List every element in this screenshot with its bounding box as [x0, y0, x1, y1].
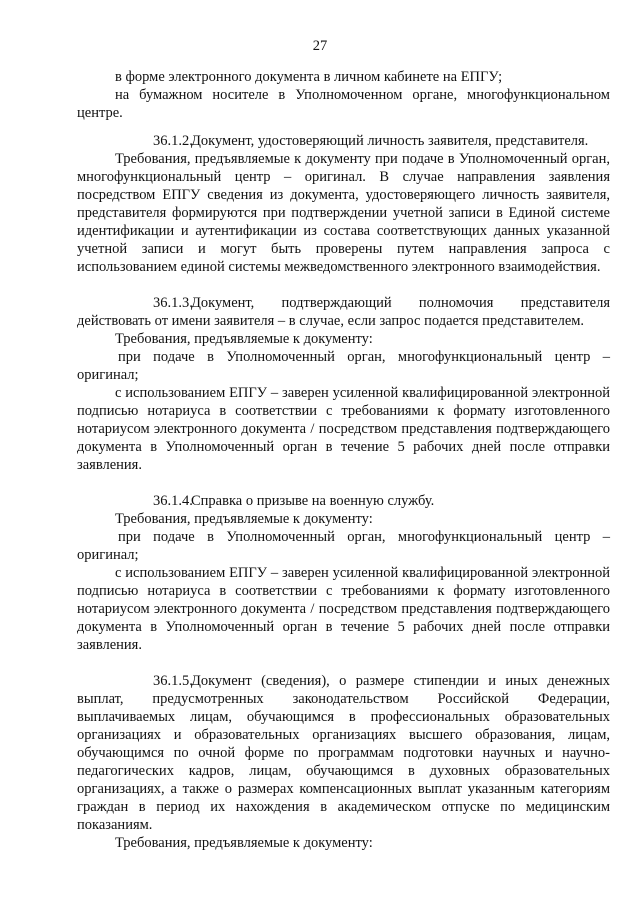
section-number: 36.1.4.: [153, 493, 193, 509]
requirement-paper: при подаче в Уполномоченный орган, многофункциональный центр – оригинал;: [77, 349, 610, 383]
document-body: [77, 68, 610, 852]
section-36-1-2-heading: [77, 132, 610, 150]
section-36-1-3-heading: [77, 294, 610, 330]
paragraph-electronic-form: в форме электронного документа в личном кабинете на ЕПГУ;: [115, 69, 503, 85]
section-36-1-4-heading: [77, 492, 610, 510]
section-title: Документ, удостоверяющий личность заявителя, представителя.: [191, 133, 589, 149]
requirements-label: Требования, предъявляемые к документу:: [115, 331, 373, 347]
section-title: Документ (сведения), о размере стипендии и иных денежных выплат, предусмотренных законодательством Российской Федерации, выплачиваемых лицам, обучающимся в профессиональных образовательных организациях и образовательных организациях высшего образования, лицам, обучающимся по очной форме по программам подготовки научных и научно-педагогических кадров, лицам, обучающимся в духовных образовательных организациях, а также о размерах компенсационных выплат указанным категориям граждан в период их нахождения в академическом отпуске по медицинским показаниям.: [77, 673, 610, 833]
section-title: Документ, подтверждающий полномочия представителя действовать от имени заявителя – в случае, если запрос подается представителем.: [77, 295, 610, 329]
paragraph-paper-form: на бумажном носителе в Уполномоченном органе, многофункциональном центре.: [77, 87, 610, 121]
section-36-1-5-heading: [77, 672, 610, 834]
requirements-label: Требования, предъявляемые к документу:: [115, 835, 373, 851]
section-number: 36.1.3.: [153, 295, 193, 311]
section-36-1-2-body: Требования, предъявляемые к документу при подаче в Уполномоченный орган, многофункциональный центр – оригинал. В случае направления заявления посредством ЕПГУ сведения из документа, удостоверяющего личность заявителя, представителя формируются при подтверждении учетной записи в Единой системе идентификации и аутентификации из состава соответствующих данных указанной учетной записи и могут быть проверены путем направления запроса с использованием единой системы межведомственного электронного взаимодействия.: [77, 151, 610, 275]
requirement-paper: при подаче в Уполномоченный орган, многофункциональный центр – оригинал;: [77, 529, 610, 563]
requirement-epgu: с использованием ЕПГУ – заверен усиленной квалифицированной электронной подписью нотариуса в соответствии с требованиями к формату изготовленного нотариусом электронного документа / посредством представления подтверждающего документа в Уполномоченный орган в течение 5 рабочих дней после отправки заявления.: [77, 565, 610, 653]
page-number: 27: [312, 38, 328, 54]
section-number: 36.1.2.: [153, 133, 193, 149]
section-number: 36.1.5.: [153, 673, 193, 689]
requirements-label: Требования, предъявляемые к документу:: [115, 511, 373, 527]
section-title: Справка о призыве на военную службу.: [191, 493, 435, 509]
requirement-epgu: с использованием ЕПГУ – заверен усиленной квалифицированной электронной подписью нотариуса в соответствии с требованиями к формату изготовленного нотариусом электронного документа / посредством представления подтверждающего документа в Уполномоченный орган в течение 5 рабочих дней после отправки заявления.: [77, 385, 610, 473]
